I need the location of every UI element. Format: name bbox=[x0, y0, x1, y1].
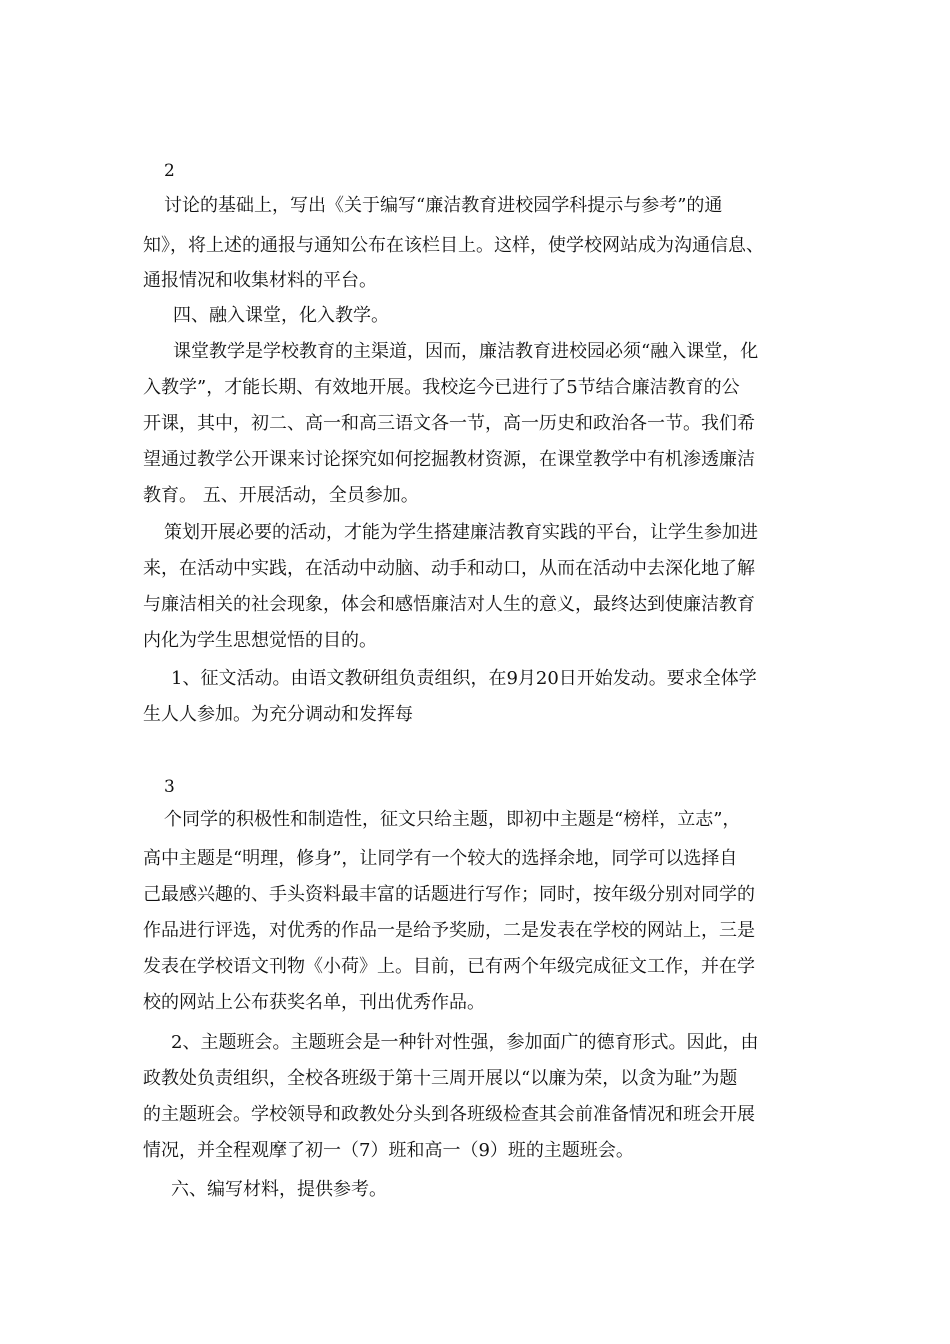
text-line: 校的网站上公布获奖名单，刊出优秀作品。 bbox=[143, 992, 485, 1013]
text-line: 2、主题班会。主题班会是一种针对性强，参加面广的德育形式。因此，由 bbox=[171, 1032, 759, 1053]
text-line: 与廉洁相关的社会现象，体会和感悟廉洁对人生的意义，最终达到使廉洁教育 bbox=[143, 594, 755, 615]
text-line: 通报情况和收集材料的平台。 bbox=[143, 270, 377, 291]
text-line: 教育。 五、开展活动，全员参加。 bbox=[143, 485, 419, 506]
text-line: 知》，将上述的通报与通知公布在该栏目上。这样，使学校网站成为沟通信息、 bbox=[143, 235, 764, 256]
page-number-2: 2 bbox=[164, 161, 175, 181]
text-line: 个同学的积极性和制造性，征文只给主题，即初中主题是“榜样，立志”， bbox=[164, 809, 741, 830]
text-line: 生人人参加。为充分调动和发挥每 bbox=[143, 704, 413, 725]
text-line: 政教处负责组织，全校各班级于第十三周开展以“以廉为荣，以贪为耻”为题 bbox=[143, 1068, 738, 1089]
text-line: 入教学”，才能长期、有效地开展。我校迄今已进行了5节结合廉洁教育的公 bbox=[143, 377, 740, 398]
page-number-3: 3 bbox=[164, 777, 175, 797]
text-line: 课堂教学是学校教育的主渠道，因而，廉洁教育进校园必须“融入课堂，化 bbox=[173, 341, 759, 362]
text-line: 作品进行评选，对优秀的作品一是给予奖励，二是发表在学校的网站上，三是 bbox=[143, 920, 755, 941]
text-line: 己最感兴趣的、手头资料最丰富的话题进行写作；同时，按年级分别对同学的 bbox=[143, 884, 755, 905]
text-line: 1、征文活动。由语文教研组负责组织，在9月20日开始发动。要求全体学 bbox=[171, 668, 757, 689]
text-line: 讨论的基础上，写出《关于编写“廉洁教育进校园学科提示与参考”的通 bbox=[164, 195, 723, 216]
text-line: 发表在学校语文刊物《小荷》上。目前，已有两个年级完成征文工作，并在学 bbox=[143, 956, 755, 977]
text-line: 的主题班会。学校领导和政教处分头到各班级检查其会前准备情况和班会开展 bbox=[143, 1104, 755, 1125]
text-line: 来，在活动中实践，在活动中动脑、动手和动口，从而在活动中去深化地了解 bbox=[143, 558, 755, 579]
text-line: 望通过教学公开课来讨论探究如何挖掘教材资源，在课堂教学中有机渗透廉洁 bbox=[143, 449, 755, 470]
text-line: 开课，其中，初二、高一和高三语文各一节，高一历史和政治各一节。我们希 bbox=[143, 413, 755, 434]
text-line: 内化为学生思想觉悟的目的。 bbox=[143, 630, 377, 651]
section-heading: 六、编写材料，提供参考。 bbox=[171, 1179, 387, 1200]
text-line: 策划开展必要的活动，才能为学生搭建廉洁教育实践的平台，让学生参加进 bbox=[164, 522, 758, 543]
text-line: 情况，并全程观摩了初一（7）班和高一（9）班的主题班会。 bbox=[143, 1140, 634, 1161]
section-heading: 四、融入课堂，化入教学。 bbox=[173, 305, 389, 326]
text-line: 高中主题是“明理，修身”，让同学有一个较大的选择余地，同学可以选择自 bbox=[143, 848, 738, 869]
